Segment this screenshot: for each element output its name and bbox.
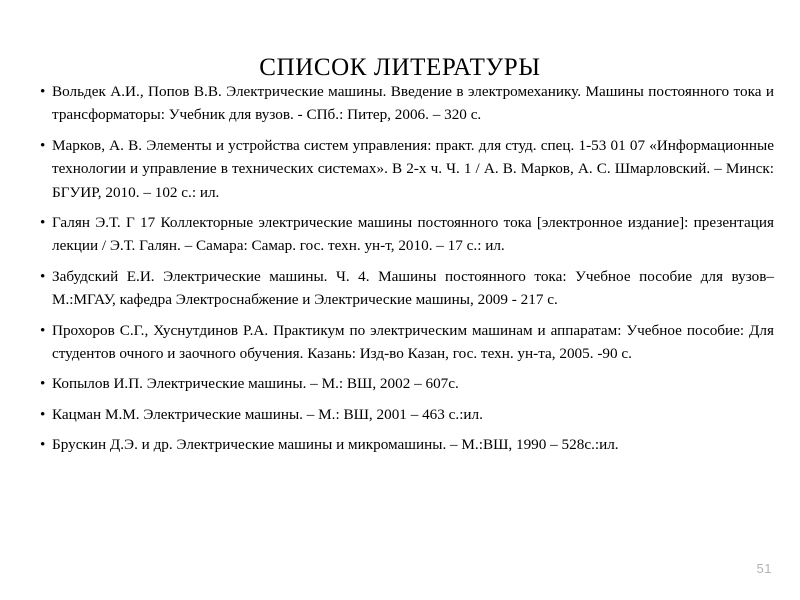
- bullet-icon: •: [40, 321, 46, 339]
- bullet-icon: •: [40, 405, 46, 423]
- bullet-icon: •: [40, 83, 46, 100]
- list-item: [38, 433, 774, 456]
- list-item: [38, 80, 774, 127]
- list-item: [38, 211, 774, 258]
- reference-text: Забудский Е.И. Электрические машины. Ч. 4. Машины постоянного тока: Учебное пособие для вузов– М.:МГАУ, кафедра Электроснабжение и Электрические машины, 2009 - 217 с.: [52, 267, 774, 309]
- bullet-icon: •: [40, 136, 46, 154]
- bullet-icon: •: [40, 375, 46, 393]
- reference-text: Копылов И.П. Электрические машины. – М.: ВШ, 2002 – 607с.: [52, 375, 459, 393]
- reference-text: Галян Э.Т. Г 17 Коллекторные электрические машины постоянного тока [электронное издание]: презентация лекции / Э.Т. Галян. – Самара: Самар. гос. техн. ун-т, 2010. – 17 с.: ил.: [52, 214, 774, 255]
- bullet-icon: •: [40, 436, 46, 454]
- bullet-icon: •: [40, 267, 46, 285]
- reference-text: Кацман М.М. Электрические машины. – М.: ВШ, 2001 – 463 с.:ил.: [52, 405, 483, 423]
- list-item: [38, 319, 774, 366]
- page-title: СПИСОК ЛИТЕРАТУРЫ: [259, 53, 541, 81]
- reference-list: [38, 80, 774, 457]
- reference-text: Прохоров С.Г., Хуснутдинов Р.А. Практикум по электрическим машинам и аппаратам: Учебное пособие: Для студентов очного и заочного обучения. Казань: Изд-во Казан, гос. техн. ун-та, 2005. -90 с.: [52, 321, 774, 363]
- bullet-icon: •: [40, 214, 46, 232]
- reference-text: Марков, А. В. Элементы и устройства систем управления: практ. для студ. спец. 1-53 01 07 «Информационные технологии и управление в технических системах». В 2-х ч. Ч. 1 / А. В. Марков, А. С. Шмарловский. – Минск: БГУИР, 2010. – 102 с.: ил.: [52, 136, 774, 201]
- list-item: [38, 372, 774, 395]
- reference-text: Брускин Д.Э. и др. Электрические машины и микромашины. – М.:ВШ, 1990 – 528с.:ил.: [52, 436, 619, 454]
- list-item: [38, 265, 774, 312]
- page-number: 51: [756, 561, 772, 576]
- list-item: [38, 134, 774, 204]
- reference-text: Вольдек А.И., Попов В.В. Электрические машины. Введение в электромеханику. Машины постоянного тока и трансформаторы: Учебник для вузов. - СПб.: Питер, 2006. – 320 с.: [52, 83, 774, 124]
- list-item: [38, 403, 774, 426]
